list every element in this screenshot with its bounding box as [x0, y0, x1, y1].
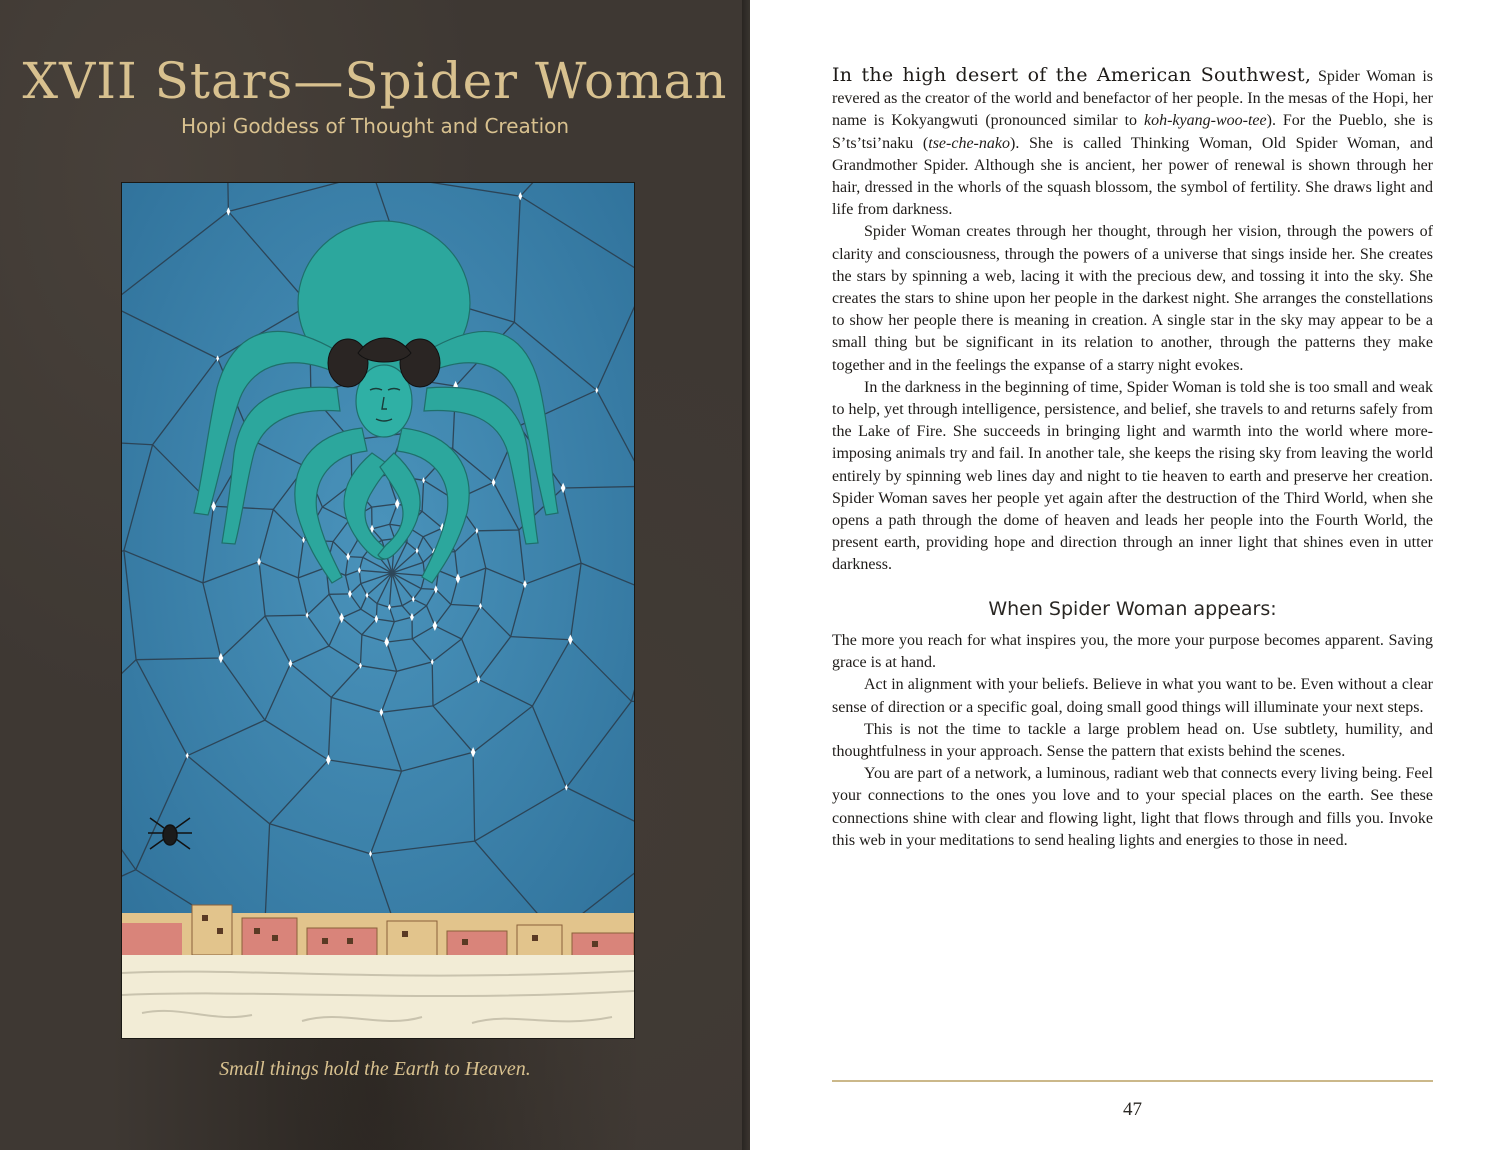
- book-gutter: [742, 0, 750, 1150]
- text-run: Act in alignment with your beliefs. Believe in what you want to be. Even without a clear sense of direction or a specific goal, doing small good things will illuminate your next steps.: [832, 676, 1433, 716]
- paragraph: [832, 377, 1433, 577]
- section-heading: When Spider Woman appears:: [988, 598, 1277, 620]
- text-run: You are part of a network, a luminous, radiant web that connects every living being. Feel your connections to the ones you love and to your special places on the earth. See these connections shine with clear and flowing light, light that flows through and fills you. Invoke this web in your meditations to send healing lights and energies to those in need.: [832, 765, 1433, 849]
- paragraph: [832, 630, 1433, 674]
- text-run: ). She is called Thinking Woman, Old Spider Woman, and Grandmother Spider. Although she is ancient, her power of renewal is shown through her hair, dressed in the whorls of the squash blossom, the symbol of fertility. She draws light and life from darkness.: [832, 134, 1433, 219]
- paragraph: [832, 64, 1433, 221]
- text-run: Spider Woman is revered as the creator of the world and benefactor of her people. In the mesas of the Hopi, her name is Kokyangwuti (pronounced similar to: [832, 68, 1433, 130]
- text-run: ). For the Pueblo, she is S’ts’tsi’naku (: [832, 112, 1434, 152]
- pronunciation-text: koh-kyang-woo-tee: [1144, 112, 1267, 130]
- card-title: XVII Stars—Spider Woman: [22, 52, 728, 110]
- right-page: [752, 0, 1500, 1150]
- lead-in-text: In the high desert of the American Southwest,: [832, 64, 1312, 86]
- desert-mesa: [122, 955, 634, 1038]
- appears-text: [832, 630, 1433, 852]
- text-run: Spider Woman creates through her thought, through her vision, through the powers of clarity and consciousness, through the powers of a universe that sings inside her. She creates the stars by spinning a web, lacing it with the precious dew, and tossing it into the sky. She creates the stars to shine upon her people in the darkest night. She arranges the constellations to show her people there is meaning in creation. A single star in the sky may appear to be a small thing but be significant in its relation to another, through the patterns they make together and in the feelings the expanse of a starry night evokes.: [832, 223, 1433, 374]
- paragraph: [832, 221, 1433, 376]
- card-subtitle: Hopi Goddess of Thought and Creation: [180, 114, 570, 138]
- text-run: The more you reach for what inspires you, the more your purpose becomes apparent. Saving grace is at hand.: [832, 632, 1433, 672]
- paragraph: [832, 674, 1433, 718]
- paragraph: [832, 719, 1433, 763]
- paragraph: [832, 763, 1433, 852]
- description-text: [832, 64, 1433, 577]
- card-illustration: [121, 182, 635, 1039]
- text-run: In the darkness in the beginning of time, Spider Woman is told she is too small and weak to help, yet through intelligence, persistence, and belief, she travels to and returns safely from the Lake of Fire. She succeeds in bringing light and warmth into the world where more-imposing animals try and fail. In another tale, she keeps the rising sky from leaving the world entirely by spinning web lines day and night to tie heaven to earth and preserve her creation. Spider Woman saves her people yet again after the destruction of the Third World, when she opens a path through the dome of heaven and leads her people into the Fourth World, the present earth, providing hope and direction through an inner light that shines even in utter darkness.: [832, 378, 1433, 574]
- text-run: This is not the time to tackle a large problem head on. Use subtlety, humility, and thoughtfulness in your approach. Sense the pattern that exists behind the scenes.: [832, 720, 1433, 761]
- footer-rule: [832, 1080, 1433, 1082]
- pronunciation-text: tse-che-nako: [928, 134, 1010, 152]
- page-number: 47: [1123, 1099, 1142, 1120]
- card-caption: Small things hold the Earth to Heaven.: [219, 1058, 531, 1080]
